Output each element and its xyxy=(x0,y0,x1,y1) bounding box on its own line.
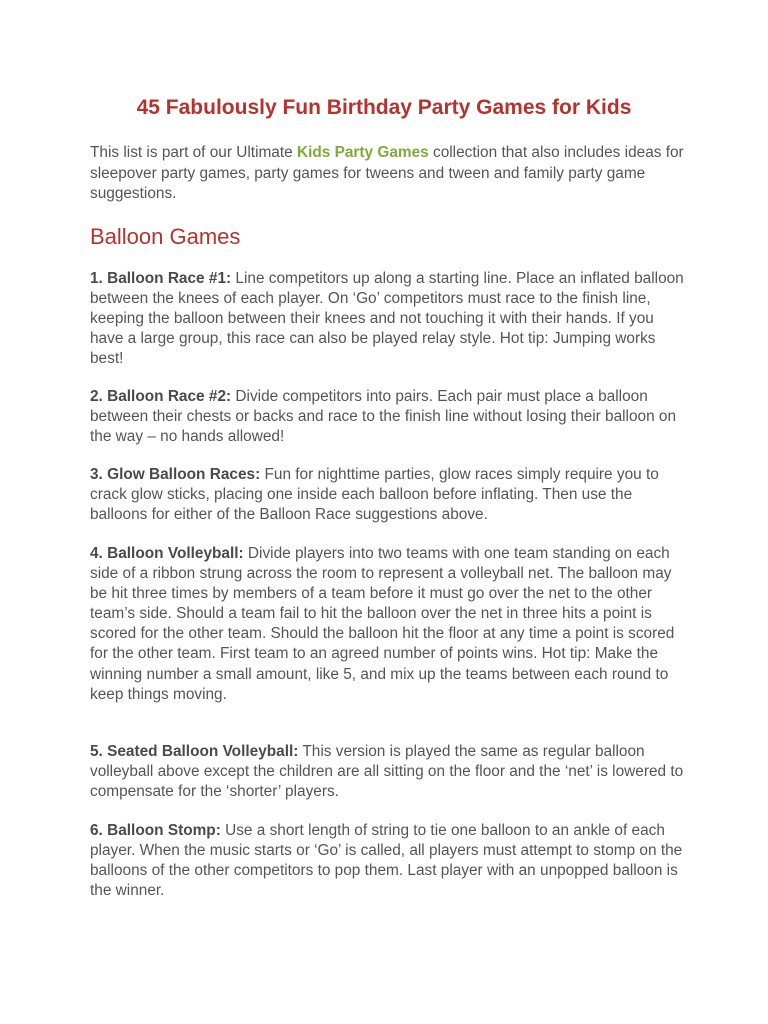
game-label: 1. Balloon Race #1: xyxy=(90,270,232,287)
intro-paragraph xyxy=(90,143,690,205)
game-item xyxy=(90,269,690,369)
game-description: Divide competitors into pairs. Each pair must place a balloon between their chests or backs and race to the finish line without losing their balloon on the way – no hands allowed! xyxy=(90,388,677,446)
game-label: 6. Balloon Stomp: xyxy=(90,822,221,839)
page-title: 45 Fabulously Fun Birthday Party Games for Kids xyxy=(136,96,632,119)
game-label: 3. Glow Balloon Races: xyxy=(90,466,261,483)
intro-text-after: collection that also includes ideas for sleepover party games, party games for tweens and tween and family party game suggestions. xyxy=(90,144,684,202)
game-label: 2. Balloon Race #2: xyxy=(90,388,232,405)
game-description: This version is played the same as regular balloon volleyball above except the children are all sitting on the floor and the ‘net’ is lowered to compensate for the ‘shorter’ players. xyxy=(90,743,684,801)
game-description: Line competitors up along a starting line. Place an inflated balloon between the knees of each player. On ‘Go’ competitors must race to the finish line, keeping the balloon between their knees and not touching it with their hands. If you have a large group, this race can also be played relay style. Hot tip: Jumping works best! xyxy=(90,270,684,368)
game-item xyxy=(90,465,690,525)
game-description: Divide players into two teams with one team standing on each side of a ribbon strung across the room to represent a volleyball net. The balloon may be hit three times by members of a team before it must go over the net to the other team’s side. Should a team fail to hit the balloon over the net in three hits a point is scored for the other team. Should the balloon hit the floor at any time a point is scored for the other team. First team to an agreed number of points wins. Hot tip: Make the winning number a small amount, like 5, and mix up the teams between each round to keep things moving. xyxy=(90,545,675,703)
section-heading-balloon-games: Balloon Games xyxy=(90,224,241,249)
game-description: Use a short length of string to tie one balloon to an ankle of each player. When the music starts or ‘Go’ is called, all players must attempt to stomp on the balloons of the other competitors to pop them. Last player with an unpopped balloon is the winner. xyxy=(90,822,683,900)
intro-text-before: This list is part of our Ultimate xyxy=(90,144,297,161)
game-item xyxy=(90,742,690,802)
game-item xyxy=(90,821,690,901)
kids-party-games-link[interactable]: Kids Party Games xyxy=(296,144,429,161)
game-label: 4. Balloon Volleyball: xyxy=(90,545,244,562)
game-item xyxy=(90,387,690,447)
game-description: Fun for nighttime parties, glow races simply require you to crack glow sticks, placing one inside each balloon before inflating. Then use the balloons for either of the Balloon Race suggestions above. xyxy=(90,466,659,524)
game-label: 5. Seated Balloon Volleyball: xyxy=(90,743,299,760)
game-item xyxy=(90,544,690,705)
